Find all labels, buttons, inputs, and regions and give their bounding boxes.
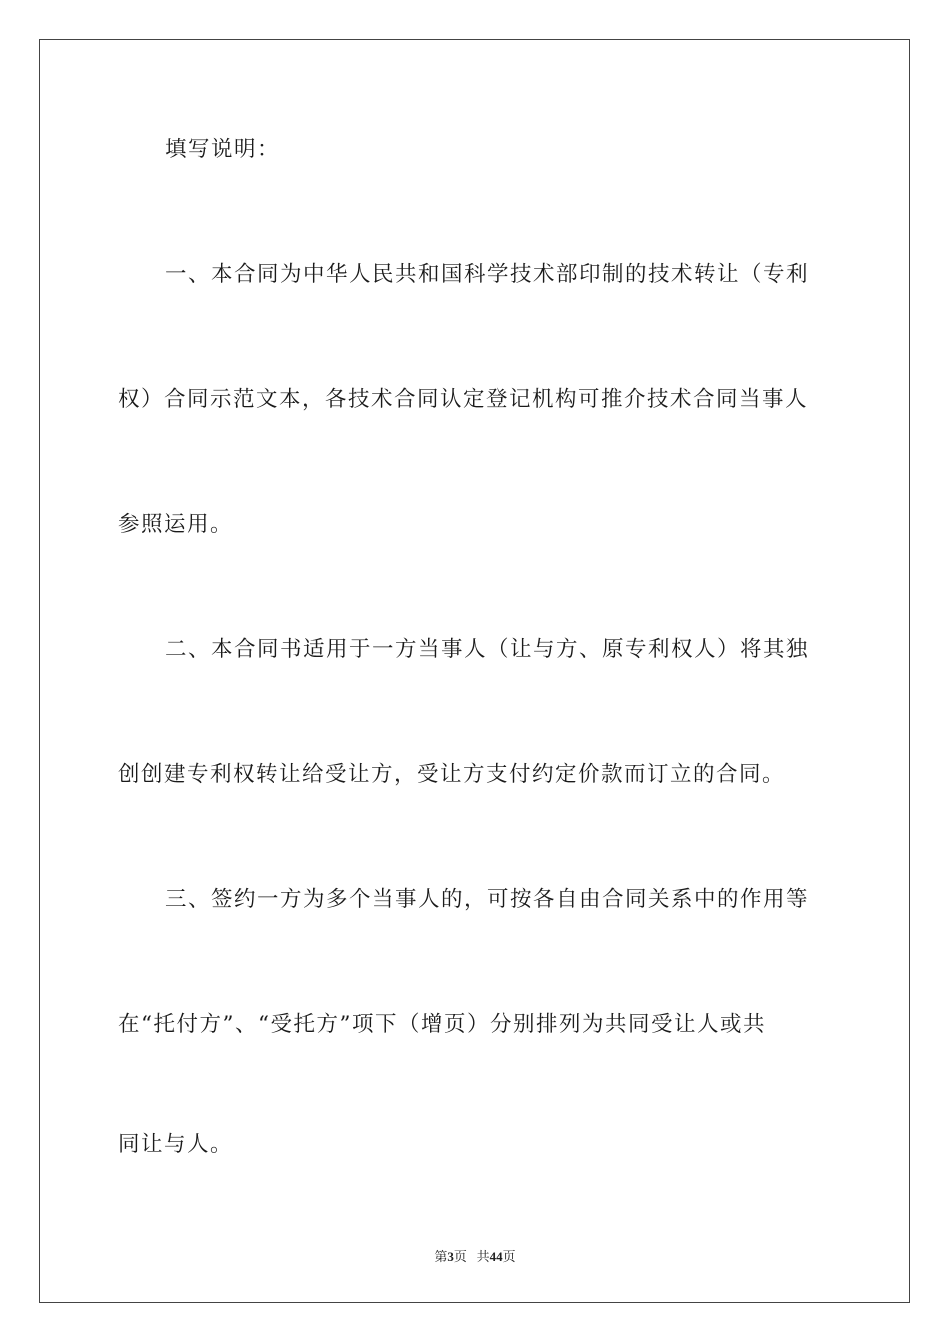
- page-prefix: 第: [434, 1249, 448, 1264]
- line-text: 创创建专利权转让给受让方，受让方支付约定价款而订立的合同。: [118, 762, 786, 787]
- page-number: 3: [447, 1249, 454, 1264]
- line-text: 三、签约一方为多个当事人的，可按各自由合同关系中的作用等: [165, 887, 810, 912]
- heading-text: 填写说明：: [165, 137, 281, 162]
- line-text: 同让与人。: [118, 1132, 234, 1157]
- total-pages: 44: [489, 1249, 503, 1264]
- total-prefix: 共: [476, 1249, 490, 1264]
- line-text: 参照运用。: [118, 512, 234, 537]
- line-text: 权）合同示范文本，各技术合同认定登记机构可推介技术合同当事人: [118, 387, 809, 412]
- line-text: 一、本合同为中华人民共和国科学技术部印制的技术转让（专利: [165, 262, 810, 287]
- line-text: 在“托付方”、“受托方”项下（增页）分别排列为共同受让人或共: [118, 1012, 766, 1037]
- line-text: 二、本合同书适用于一方当事人（让与方、原专利权人）将其独: [165, 637, 810, 662]
- page-suffix: 页: [453, 1249, 467, 1264]
- page-border: [39, 39, 910, 1303]
- page-footer: [0, 1248, 950, 1266]
- total-suffix: 页: [502, 1249, 516, 1264]
